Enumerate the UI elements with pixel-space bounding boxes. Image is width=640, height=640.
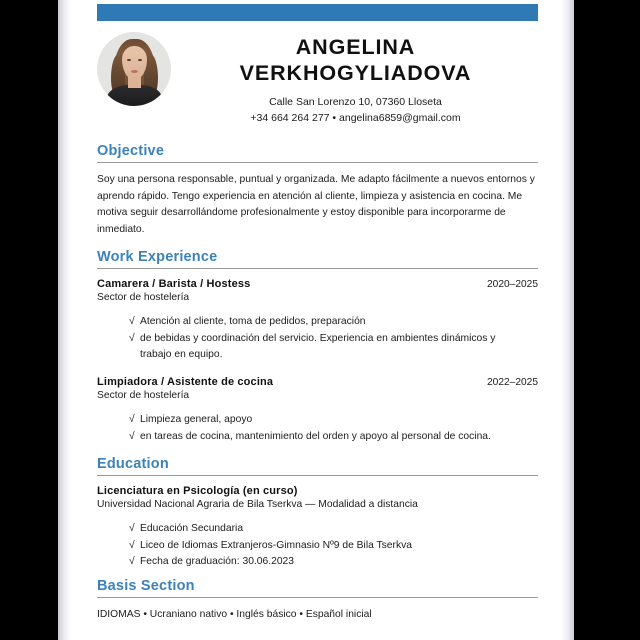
contact-address: Calle San Lorenzo 10, 07360 Lloseta [269, 96, 442, 109]
job-dates: 2022–2025 [487, 376, 538, 388]
name-and-contact-block [171, 30, 538, 127]
section-work-experience [97, 249, 538, 447]
check-icon: √ [129, 430, 135, 442]
section-divider [97, 268, 538, 269]
section-education [97, 456, 538, 573]
job-employer: Sector de hostelería [97, 389, 190, 401]
job-employer: Sector de hostelería [97, 292, 190, 303]
list-item [129, 521, 538, 538]
contact-phone-email: +34 664 264 277 • angelina6859@gmail.com [250, 112, 461, 125]
list-item [129, 538, 538, 555]
name-line-last: VERKHOGYLIADOVA [239, 61, 472, 86]
bullet-text: trabajo en equipo. [140, 349, 223, 361]
job-bullet-list [97, 314, 538, 364]
list-item [129, 412, 538, 429]
job-role: Limpiadora / Asistente de cocina [97, 375, 274, 388]
resume-page [70, 0, 562, 640]
education-bullet-list [97, 521, 538, 571]
check-icon: √ [129, 556, 135, 568]
list-item [129, 429, 538, 446]
bullet-text: Educación Secundaria [140, 522, 244, 534]
bullet-text: en tareas de cocina, mantenimiento del orden y apoyo al personal de cocina. [140, 430, 491, 442]
bullet-text: Limpieza general, apoyo [140, 413, 253, 425]
check-icon: √ [129, 413, 135, 425]
portrait-photo-icon [97, 32, 171, 106]
section-divider [97, 475, 538, 476]
page-title [177, 34, 534, 86]
list-item [129, 331, 538, 348]
section-title-basis: Basis Section [97, 578, 195, 594]
section-basis [97, 578, 538, 623]
job-bullet-list [97, 412, 538, 445]
check-icon: √ [129, 522, 135, 534]
work-entry [97, 278, 538, 364]
institution-name: Universidad Nacional Agraria de Bila Tserkva — Modalidad a distancia [97, 499, 418, 510]
education-entry [97, 485, 538, 571]
section-objective [97, 143, 538, 239]
objective-text: Soy una persona responsable, puntual y organizada. Me adapto fácilmente a nuevos entornos y aprendo rápido. Tengo experiencia en atención al cliente, limpieza y asistencia en cocina. Me motiva seguir desarrollándome profesionalmente y estoy disponible para incorporarme de inmediato. [97, 174, 535, 236]
list-item [129, 554, 538, 571]
degree-title: Licenciatura en Psicología (en curso) [97, 485, 298, 497]
bullet-text: Fecha de graduación: 30.06.2023 [140, 556, 295, 568]
job-dates: 2020–2025 [487, 279, 538, 290]
resume-header [97, 30, 538, 127]
section-divider [97, 162, 538, 163]
section-title-work-experience: Work Experience [97, 249, 218, 265]
header-accent-band [97, 4, 538, 21]
section-title-education: Education [97, 456, 169, 472]
bullet-text: Atención al cliente, toma de pedidos, preparación [140, 315, 366, 327]
list-item [129, 347, 538, 364]
section-divider [97, 597, 538, 598]
check-icon: √ [129, 315, 135, 327]
bullet-text: de bebidas y coordinación del servicio. Experiencia en ambientes dinámicos y [140, 332, 496, 344]
check-icon: √ [129, 332, 135, 344]
languages-line: IDIOMAS • Ucraniano nativo • Inglés básico • Español inicial [97, 609, 372, 620]
check-icon: √ [129, 539, 135, 551]
job-role: Camarera / Barista / Hostess [97, 278, 251, 290]
section-title-objective: Objective [97, 143, 165, 159]
page-right-edge-shadow [560, 0, 574, 640]
work-entry [97, 376, 538, 445]
list-item [129, 314, 538, 331]
bullet-text: Liceo de Idiomas Extranjeros-Gimnasio Nº9 de Bila Tserkva [140, 539, 412, 551]
name-line-first: ANGELINA [295, 35, 416, 59]
avatar [97, 32, 171, 106]
